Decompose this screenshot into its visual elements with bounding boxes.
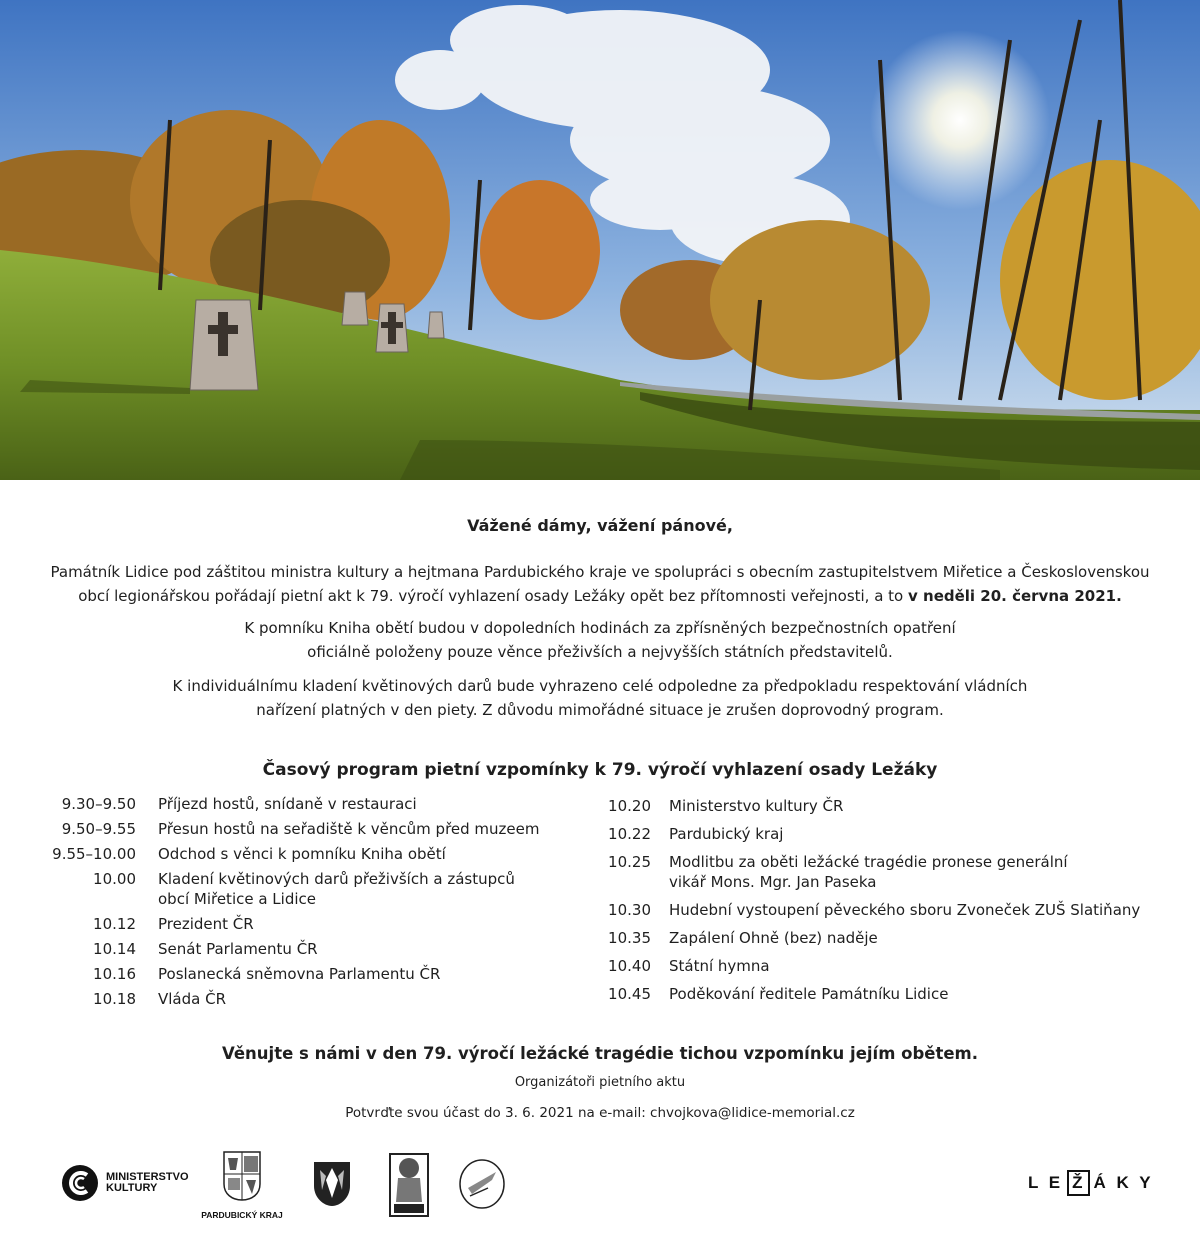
schedule-row bbox=[40, 939, 560, 959]
schedule-time: 9.30–9.50 bbox=[61, 795, 136, 813]
intro-line-2 bbox=[0, 584, 1200, 608]
lezaky-logo bbox=[1028, 1170, 1154, 1196]
event-date: v neděli 20. června 2021. bbox=[908, 587, 1122, 605]
schedule-row bbox=[40, 819, 560, 839]
schedule-time: 9.55–10.00 bbox=[52, 845, 136, 863]
intro-paragraph bbox=[0, 560, 1200, 608]
schedule-activity: Vláda ČR bbox=[158, 990, 226, 1008]
miretice-coat-of-arms bbox=[312, 1160, 352, 1212]
flowers-line-1: K individuálnímu kladení květinových darů bude vyhrazeno celé odpoledne za předpokladu respektování vládních bbox=[172, 677, 1028, 695]
schedule-activity: Senát Parlamentu ČR bbox=[158, 940, 318, 958]
schedule-activity: Poslanecká sněmovna Parlamentu ČR bbox=[158, 965, 441, 983]
schedule-activity: Zapálení Ohně (bez) naděje bbox=[669, 929, 878, 947]
memorial-landscape-illustration bbox=[0, 0, 1200, 480]
rsvp-note: Potvrďte svou účast do 3. 6. 2021 na e-mail: chvojkova@lidice-memorial.cz bbox=[345, 1105, 855, 1121]
schedule-time: 10.16 bbox=[93, 965, 136, 983]
schedule-row bbox=[590, 824, 1170, 844]
schedule-time: 10.45 bbox=[608, 985, 651, 1003]
ministry-line-2: KULTURY bbox=[106, 1182, 158, 1194]
schedule-activity: Přesun hostů na seřadiště k věncům před muzeem bbox=[158, 820, 540, 838]
schedule-activity: Modlitbu za oběti ležácké tragédie pronese generální vikář Mons. Mgr. Jan Paseka bbox=[669, 853, 1068, 891]
schedule-activity: Odchod s věnci k pomníku Kniha obětí bbox=[158, 845, 446, 863]
schedule-time: 10.12 bbox=[93, 915, 136, 933]
schedule-row bbox=[590, 956, 1170, 976]
ministry-line-1: MINISTERSTVO bbox=[106, 1171, 189, 1183]
flowers-paragraph bbox=[0, 674, 1200, 722]
schedule-row bbox=[590, 984, 1170, 1004]
schedule-activity: Ministerstvo kultury ČR bbox=[669, 797, 844, 815]
wreath-line-1: K pomníku Kniha obětí budou v dopoledních hodinách za zpřísněných bezpečnostních opatření bbox=[244, 619, 956, 637]
schedule-activity: Poděkování ředitele Památníku Lidice bbox=[669, 985, 949, 1003]
closing-message: Věnujte s námi v den 79. výročí ležácké tragédie tichou vzpomínku jejím obětem. bbox=[221, 1044, 979, 1063]
schedule-right bbox=[590, 796, 1170, 1012]
ministry-c-icon bbox=[60, 1163, 100, 1203]
coat-of-arms-icon bbox=[222, 1150, 262, 1202]
legion-community-logo bbox=[388, 1152, 430, 1222]
greeting: Vážené dámy, vážení pánové, bbox=[467, 516, 733, 535]
lezaky-logo-mid: Ž bbox=[1067, 1170, 1089, 1196]
schedule-time: 10.22 bbox=[608, 825, 651, 843]
schedule-left bbox=[40, 794, 560, 1014]
schedule-activity: Prezident ČR bbox=[158, 915, 254, 933]
falcon-circle-icon bbox=[458, 1158, 506, 1210]
pardubice-region-logo bbox=[196, 1150, 288, 1220]
intro-line-1: Památník Lidice pod záštitou ministra kultury a hejtmana Pardubického kraje ve spolupráci s obecním zastupitelstvem Miřetice a Československou bbox=[50, 563, 1150, 581]
schedule-row bbox=[40, 914, 560, 934]
schedule-activity: Hudební vystoupení pěveckého sboru Zvoneček ZUŠ Slatiňany bbox=[669, 901, 1141, 919]
ministry-of-culture-logo bbox=[60, 1163, 189, 1203]
schedule-row bbox=[40, 964, 560, 984]
schedule-row bbox=[40, 844, 560, 864]
schedule-time: 10.20 bbox=[608, 797, 651, 815]
lezaky-logo-right: Á K Y bbox=[1093, 1173, 1154, 1192]
schedule-activity: Pardubický kraj bbox=[669, 825, 784, 843]
schedule-time: 10.35 bbox=[608, 929, 651, 947]
schedule-time: 10.18 bbox=[93, 990, 136, 1008]
schedule-time: 10.25 bbox=[608, 853, 651, 871]
pardubice-region-label: PARDUBICKÝ KRAJ bbox=[201, 1210, 283, 1220]
schedule-activity: Příjezd hostů, snídaně v restauraci bbox=[158, 795, 417, 813]
schedule-row bbox=[40, 869, 560, 909]
schedule-time: 10.00 bbox=[93, 870, 136, 888]
intro-line-2-text: obcí legionářskou pořádají pietní akt k 79. výročí vyhlazení osady Ležáky opět bez přítomnosti veřejnosti, a to bbox=[78, 587, 909, 605]
schedule-time: 10.40 bbox=[608, 957, 651, 975]
schedule-time: 10.14 bbox=[93, 940, 136, 958]
program-title: Časový program pietní vzpomínky k 79. výročí vyhlazení osady Ležáky bbox=[262, 760, 938, 780]
schedule-row bbox=[590, 900, 1170, 920]
wreath-paragraph bbox=[0, 616, 1200, 664]
organizers-label: Organizátoři pietního aktu bbox=[514, 1075, 686, 1090]
legionnaire-emblem-icon bbox=[388, 1152, 430, 1218]
schedule-row bbox=[40, 989, 560, 1009]
schedule-row bbox=[590, 796, 1170, 816]
schedule-row bbox=[40, 794, 560, 814]
schedule-time: 9.50–9.55 bbox=[61, 820, 136, 838]
flowers-line-2: nařízení platných v den piety. Z důvodu mimořádné situace je zrušen doprovodný program. bbox=[256, 701, 944, 719]
schedule-time: 10.30 bbox=[608, 901, 651, 919]
schedule-row bbox=[590, 852, 1170, 892]
schedule-row bbox=[590, 928, 1170, 948]
lezaky-logo-left: L E bbox=[1028, 1173, 1064, 1192]
schedule-activity: Státní hymna bbox=[669, 957, 770, 975]
header-photo bbox=[0, 0, 1200, 480]
wreath-line-2: oficiálně položeny pouze věnce přeživších a nejvyšších státních představitelů. bbox=[307, 643, 893, 661]
shield-icon bbox=[312, 1160, 352, 1208]
schedule-activity: Kladení květinových darů přeživších a zástupců obcí Miřetice a Lidice bbox=[158, 870, 515, 908]
sokol-circle-logo bbox=[458, 1158, 506, 1214]
